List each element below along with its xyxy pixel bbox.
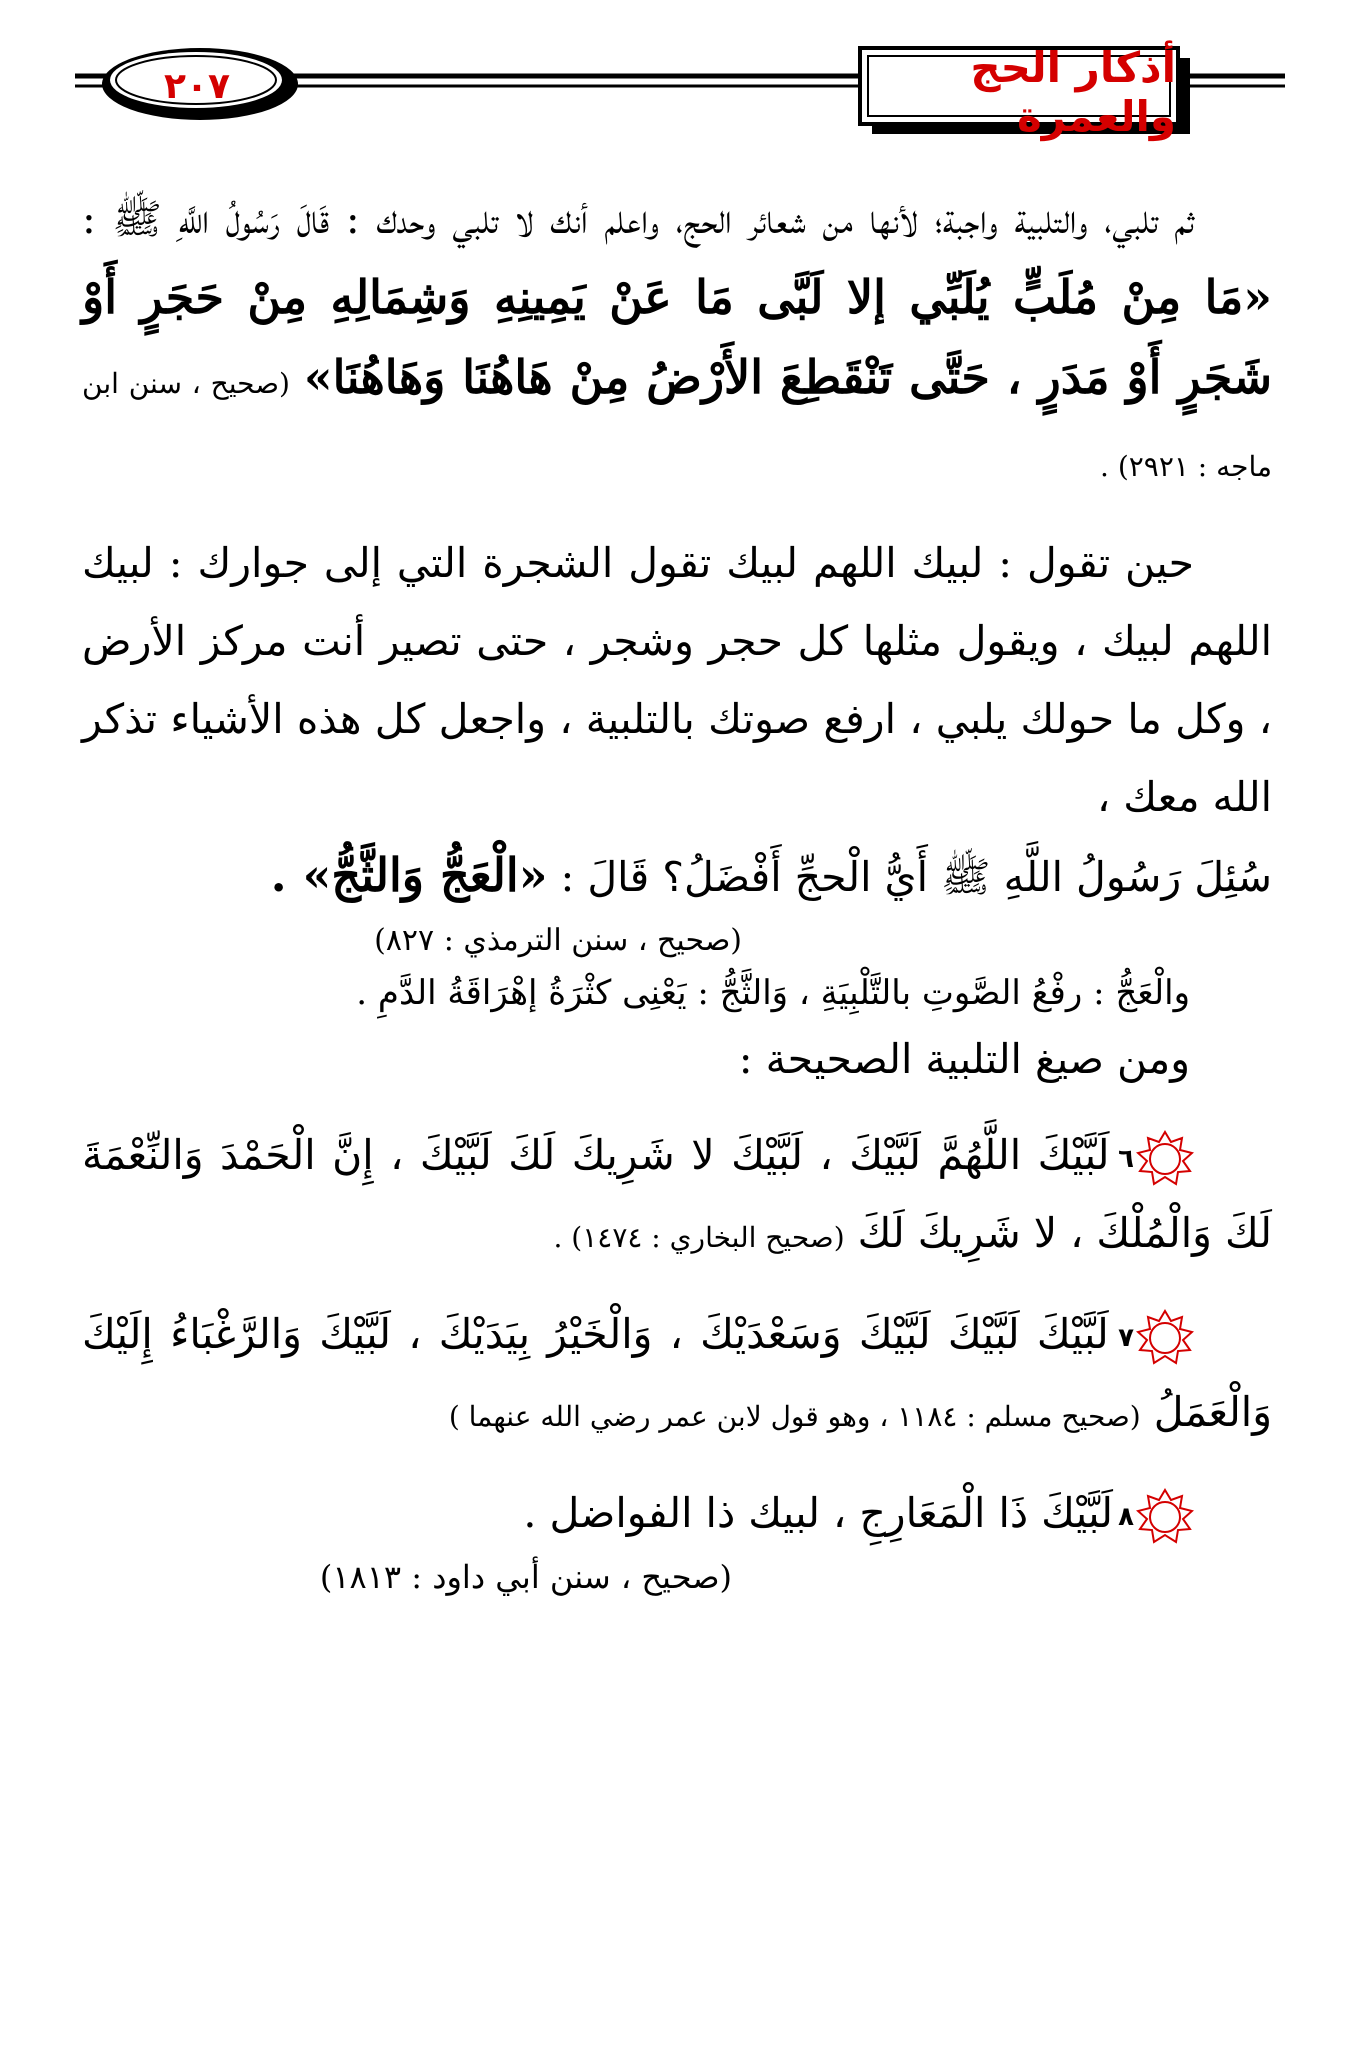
talbiya-8-number-badge: [1118, 1488, 1194, 1546]
paragraph-1: [82, 180, 1272, 506]
talbiya-6-reference: (صحيح البخاري : ١٤٧٤) .: [553, 1221, 845, 1254]
page-number: ٢٠٧: [164, 65, 230, 107]
talbiya-6-number-badge: [1118, 1130, 1194, 1188]
talbiya-6-text: لَبَّيْكَ اللَّهُمَّ لَبَّيْكَ ، لَبَّيْكَ لا شَرِيكَ لَكَ لَبَّيْكَ ، إِنَّ الْحَمْدَ وَالنِّعْمَةَ لَكَ وَالْمُلْكَ ، لا شَرِيكَ لَكَ: [82, 1131, 1272, 1257]
talbiya-intro: ومن صيغ التلبية الصحيحة :: [738, 1035, 1190, 1083]
talbiya-8-reference: (صحيح ، سنن أبي داود : ١٨١٣): [319, 1558, 732, 1596]
paragraph-2: حين تقول : لبيك اللهم لبيك تقول الشجرة التي إلى جوارك : لبيك اللهم لبيك ، ويقول مثلها كل حجر وشجر ، حتى تصير أنت مركز الأرض ، وكل ما حولك يلبي ، ارفع صوتك بالتلبية ، واجعل كل هذه الأشياء تذكر الله معك ،: [82, 539, 1272, 821]
hadith-2-reference: (صحيح ، سنن الترمذي : ٨٢٧): [374, 923, 742, 958]
talbiya-8-text: لَبَّيْكَ ذَا الْمَعَارِجِ ، لبيك ذا الفواضل .: [523, 1489, 1113, 1537]
talbiya-7-number-badge: [1118, 1309, 1194, 1367]
talbiya-8: [82, 1474, 1272, 1552]
hadith-1: «مَا مِنْ مُلَبٍّ يُلَبِّي إلا لَبَّى مَا عَنْ يَمِينِهِ وَشِمَالِهِ مِنْ حَجَرٍ أَوْ شَجَرٍ أَوْ مَدَرٍ ، حَتَّى تَنْقَطِعَ الأَرْضُ مِنْ هَاهُنَا وَهَاهُنَا»: [82, 270, 1272, 404]
talbiya-6-number: ٦: [1118, 1143, 1134, 1174]
talbiya-8-number: ٨: [1118, 1501, 1134, 1532]
talbiya-7: [82, 1295, 1272, 1456]
page-header: [0, 0, 1356, 150]
paragraph-1-intro: أنك لا تلبي وحدك : قَالَ رَسُولُ اللَّهِ ﷺ :: [82, 195, 588, 243]
page-body: [82, 180, 1272, 1602]
paragraph-1-line-1: ثم تلبي، والتلبية واجبة؛ لأنها من شعائر الحج، واعلم: [604, 195, 1194, 243]
talbiya-6: [82, 1116, 1272, 1277]
book-title: أذكار الحج والعمرة: [970, 43, 1176, 141]
definition-note: والْعَجُّ : رفْعُ الصَّوتِ بالتَّلْبِيَةِ ، وَالثَّجُّ : يَعْنِى كثْرَةُ إهْرَاقَةُ الدَّمِ .: [356, 973, 1190, 1013]
talbiya-7-reference: (صحيح مسلم : ١١٨٤ ، وهو قول لابن عمر رضي الله عنهما ): [448, 1400, 1141, 1433]
hadith-1-reference: (صحيح ، سنن ابن ماجه : ٢٩٢١) .: [82, 367, 1272, 483]
paragraph-3-intro: سُئِلَ رَسُولُ اللَّهِ ﷺ أَيُّ الْحجِّ أَفْضَلُ؟ قَالَ :: [560, 853, 1272, 901]
talbiya-7-number: ٧: [1118, 1322, 1134, 1353]
talbiya-7-text: لَبَّيْكَ لَبَّيْكَ لَبَّيْكَ وَسَعْدَيْكَ ، وَالْخَيْرُ بِيَدَيْكَ ، لَبَّيْكَ وَالرَّغْبَاءُ إِلَيْكَ وَالْعَمَلُ: [82, 1310, 1272, 1436]
paragraph-3: [82, 836, 1272, 916]
hadith-2: «الْعَجُّ وَالثَّجُّ» .: [270, 848, 548, 902]
